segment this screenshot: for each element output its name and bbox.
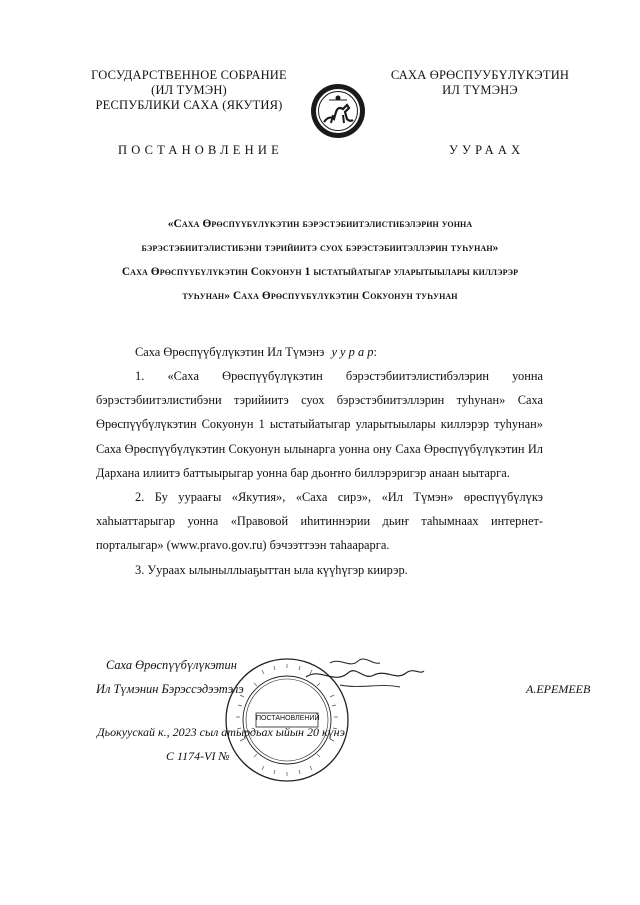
- footer-place-date: Дьокуускай к., 2023 сыл атырдьах ыйын 20 күнэ: [97, 725, 345, 739]
- header-left-line: ГОСУДАРСТВЕННОЕ СОБРАНИЕ: [91, 68, 287, 82]
- intro-line: [135, 340, 377, 364]
- footer-number: С 1174-VI №: [166, 749, 230, 763]
- paragraph-1: 1. «Саха Өрөспүүбүлүкэтин бэрэстэбиитэлистибэлэрин уонна бэрэстэбиитэлистибэни тэрийиитэ суох бэрэстэбиитэллэрин туһунан» Саха Өрөспүүбүлүкэтин Сокуонун 1 ыстатыйатыгар уларытыылары киллэрэр туһунан» Саха Өрөспүүбүлүкэтин Сокуонун ылынарга уонна ону Саха Өрөспүүбүлүкэтин Ил Дархана илиитэ баттыырыгар уонна бар дьоҥҥо биллэрэригэр анаан ыытарга.: [96, 369, 543, 480]
- signature-line-2: Ил Түмэнин Бэрэссэдээтэлэ: [96, 682, 244, 696]
- emblem-logo: [309, 82, 367, 140]
- title-line: «Саха Өрөспүүбүлүкэтин бэрэстэбиитэлистибэлэрин уонна: [167, 218, 473, 230]
- intro-decree-word: у у р а р: [331, 345, 374, 359]
- document-title: [60, 212, 580, 308]
- intro-colon: :: [373, 345, 377, 359]
- title-line: Саха Өрөспүүбүлүкэтин Сокуонун 1 ыстатыйатыгар уларытыылары киллэрэр: [121, 266, 519, 278]
- header-left-line: (ИЛ ТУМЭН): [151, 83, 227, 97]
- signature-line-1: Саха Өрөспүүбүлүкэтин: [106, 658, 237, 672]
- signer-name: А.ЕРЕМЕЕВ: [526, 682, 591, 696]
- header-left: [80, 68, 298, 113]
- stamp-center-text: ПОСТАНОВЛЕНИЙ: [256, 715, 320, 722]
- header-right-line: САХА ӨРӨСПУУБҮЛҮКЭТИН: [390, 68, 570, 82]
- paragraph-2: 2. Бу уураағы «Якутия», «Саха сирэ», «Ил Түмэн» өрөспүүбүлүкэ хаһыаттарыгар уонна «Правовой иһитиннэрии дьиҥ таһымнаах интернет-порталыгар» (www.pravo.gov.ru) бэчээттээн таһаарарга.: [96, 490, 543, 553]
- doc-type-ru: ПОСТАНОВЛЕНИЕ: [118, 143, 283, 157]
- header-right-line: ИЛ ТҮМЭНЭ: [442, 83, 518, 97]
- title-line: туһунан» Саха Өрөспүүбүлүкэтин Сокуонун туһунан: [182, 290, 458, 302]
- body-text: [96, 364, 543, 582]
- header-left-line: РЕСПУБЛИКИ САХА (ЯКУТИЯ): [95, 98, 283, 112]
- header-right: [382, 68, 578, 98]
- official-stamp: [222, 655, 352, 785]
- title-line: бэрэстэбиитэлистибэни тэрийиитэ суох бэрэстэбиитэллэрин туһунан»: [141, 242, 499, 254]
- intro-text: Саха Өрөспүүбүлүкэтин Ил Түмэнэ: [135, 345, 325, 359]
- doc-type-sah: УУРААХ: [449, 143, 525, 157]
- paragraph-3: 3. Уураах ылыныллыаҕыттан ыла күүһүгэр киирэр.: [135, 562, 408, 577]
